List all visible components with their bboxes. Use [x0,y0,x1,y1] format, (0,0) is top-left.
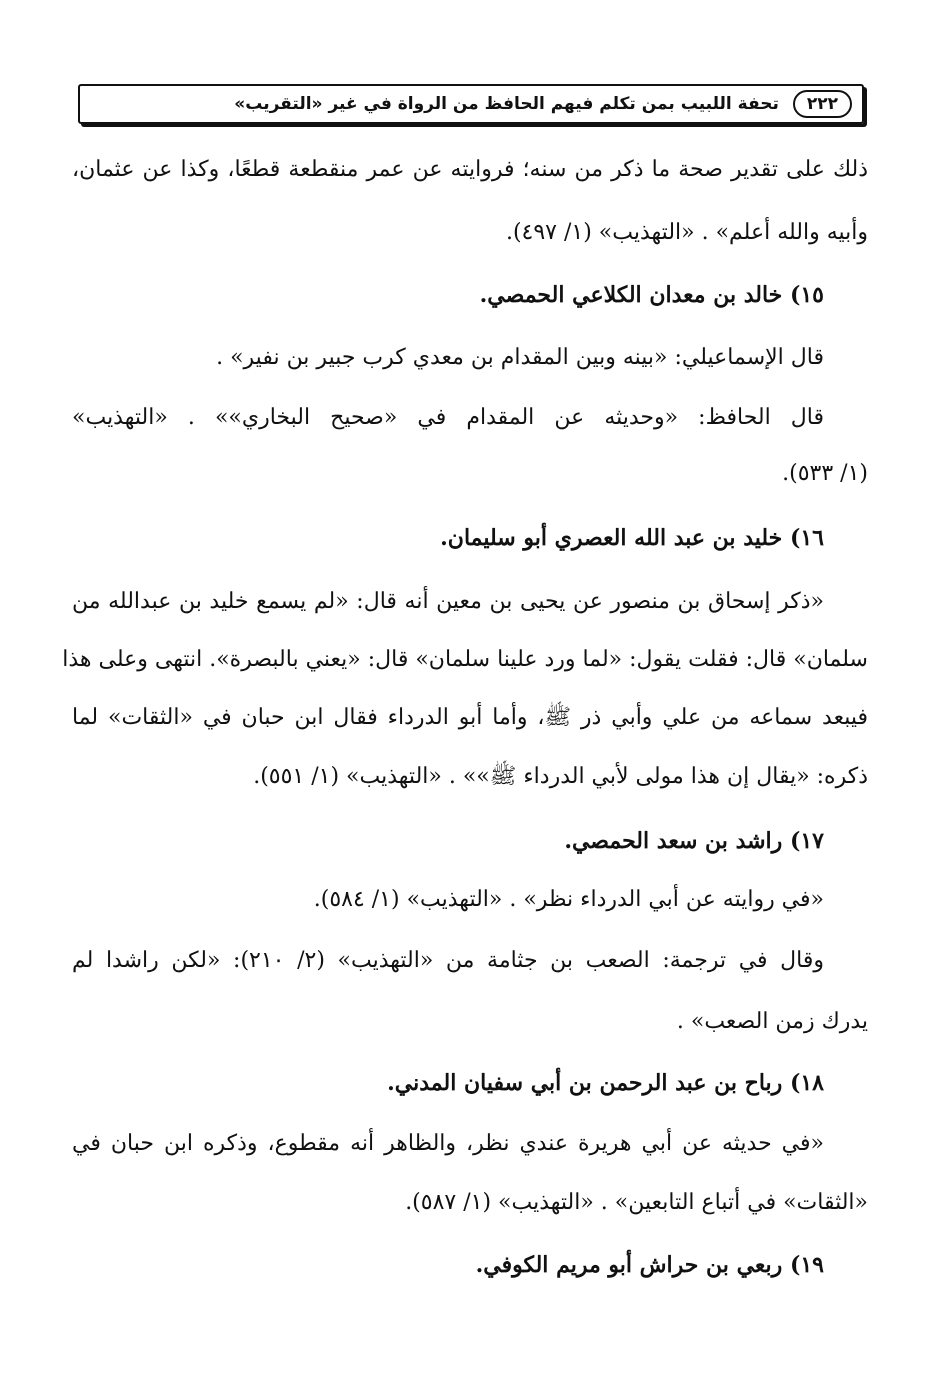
entry-heading: ١٦) خليد بن عبد الله العصري أبو سليمان. [440,525,824,551]
text-line: «الثقات» في أتباع التابعين» . «التهذيب» (١/ ٥٨٧). [405,1190,868,1215]
text-line: «في روايته عن أبي الدرداء نظر» . «التهذيب» (١/ ٥٨٤). [313,887,824,912]
text-line: وأبيه والله أعلم» . «التهذيب» (١/ ٤٩٧). [505,220,868,245]
text-line: ذكره: «يقال إن هذا مولى لأبي الدرداء ﷺ»» . «التهذيب» (١/ ٥٥١). [253,764,868,789]
entry-heading: ١٧) راشد بن سعد الحمصي. [564,828,824,854]
entry-heading: ١٨) رباح بن عبد الرحمن بن أبي سفيان المدني. [387,1070,824,1096]
running-title: تحفة اللبيب بمن تكلم فيهم الحافظ من الرواة في غير «التقريب» [234,94,779,114]
text-line: ذلك على تقدير صحة ما ذكر من سنه؛ فروايته عن عمر منقطعة قطعًا، وكذا عن عثمان، [72,157,868,182]
text-line: وقال في ترجمة: الصعب بن جثامة من «التهذيب» (٢/ ٢١٠): «لكن راشدا لم [72,948,824,973]
text-line: سلمان» قال: فقلت يقول: «لما ورد علينا سلمان» قال: «يعني بالبصرة». انتهى وعلى هذا [62,647,868,672]
text-line: قال الحافظ: «وحديثه عن المقدام في «صحيح البخاري»» . «التهذيب» [72,405,824,430]
entry-heading: ١٩) ربعي بن حراش أبو مريم الكوفي. [475,1252,824,1278]
page-header [78,84,864,124]
text-line: قال الإسماعيلي: «بينه وبين المقدام بن معدي كرب جبير بن نفير» . [216,345,824,370]
text-line: «ذكر إسحاق بن منصور عن يحيى بن معين أنه قال: «لم يسمع خليد بن عبدالله من [72,589,824,614]
text-line: يدرك زمن الصعب» . [676,1009,868,1034]
text-line: «في حديثه عن أبي هريرة عندي نظر، والظاهر أنه مقطوع، وذكره ابن حبان في [72,1131,824,1156]
entry-heading: ١٥) خالد بن معدان الكلاعي الحمصي. [479,282,824,308]
page-number: ٢٢٢ [793,90,852,118]
text-line: (١/ ٥٣٣). [782,461,868,486]
text-line: فيبعد سماعه من علي وأبي ذر ﷺ، وأما أبو الدرداء فقال ابن حبان في «الثقات» لما [72,705,868,730]
